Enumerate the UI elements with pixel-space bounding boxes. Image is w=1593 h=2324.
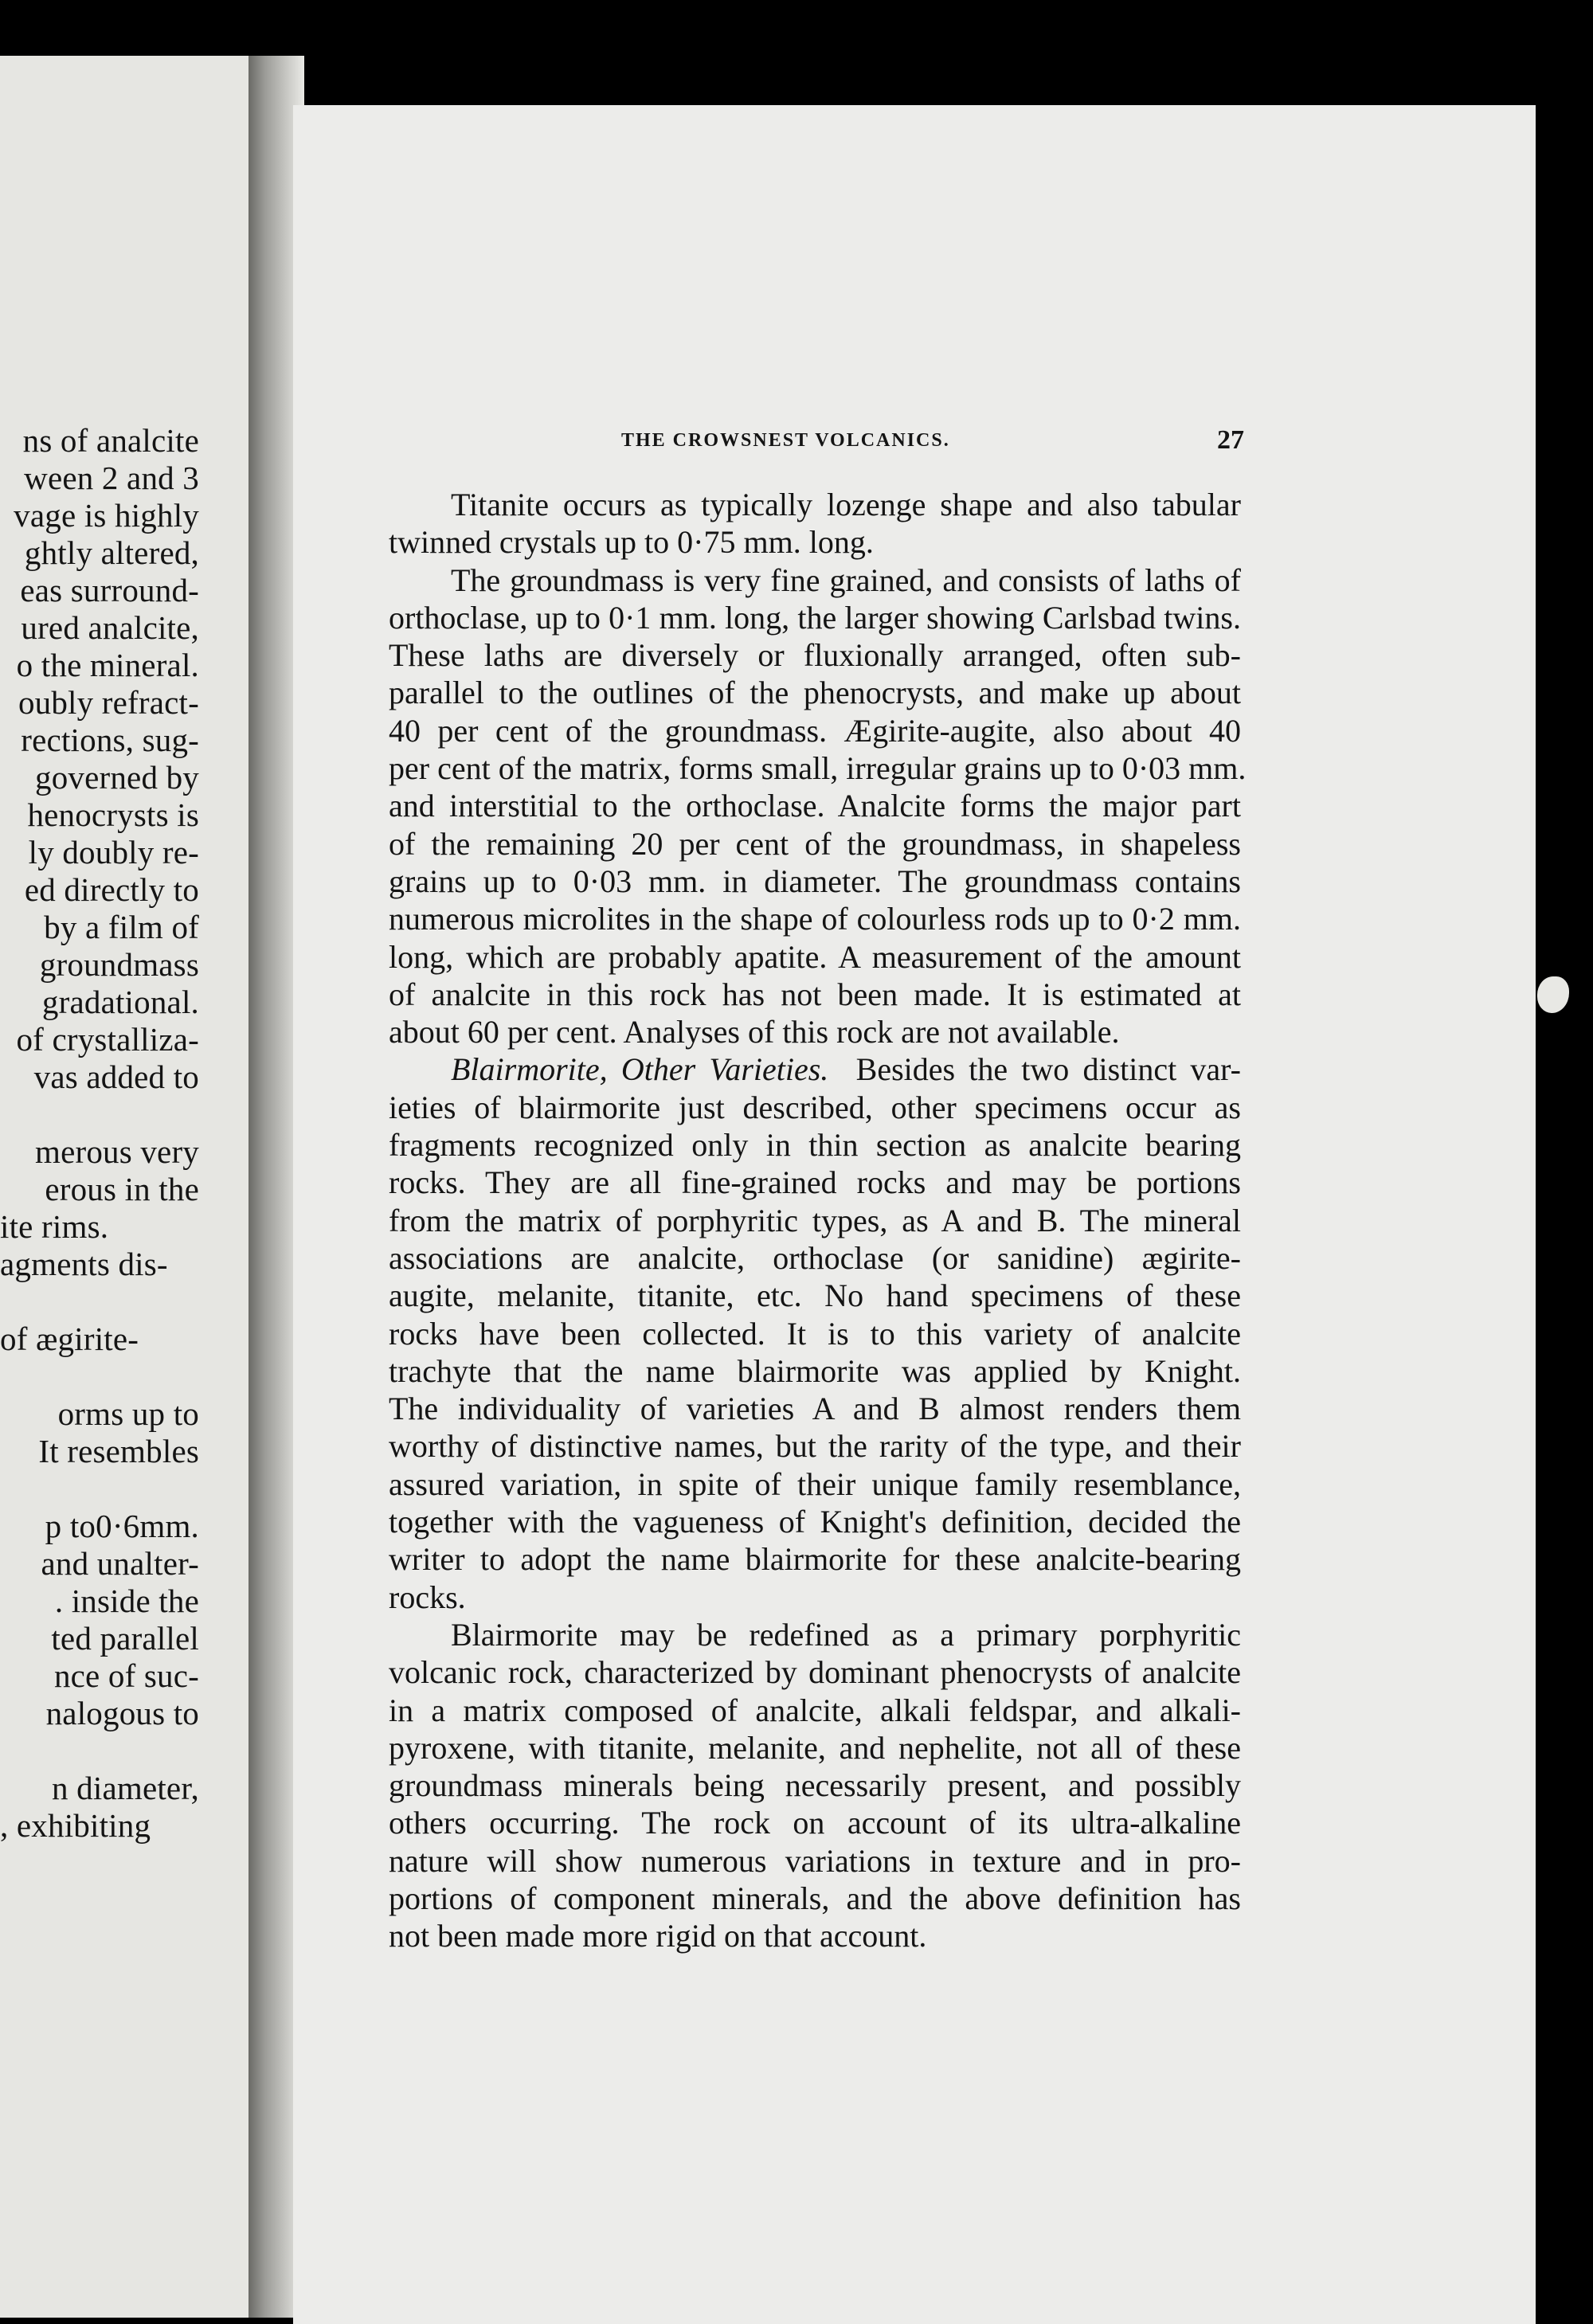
previous-page-line: and unalter- xyxy=(41,1545,199,1582)
paragraph-titanite xyxy=(327,486,1241,561)
text-line: ieties of blairmorite just described, other specimens occur as xyxy=(389,1089,1241,1125)
text-line: and interstitial to the orthoclase. Analcite forms the major part xyxy=(389,788,1241,824)
previous-page-line: vage is highly xyxy=(14,497,199,534)
paragraph-definition xyxy=(327,1616,1241,1955)
previous-page-line: n diameter, xyxy=(52,1770,199,1806)
running-head: THE CROWSNEST VOLCANICS. xyxy=(621,430,950,451)
text-line: These laths are diversely or fluxionally arranged, often sub- xyxy=(389,637,1241,674)
previous-page-line: ed directly to xyxy=(24,871,199,908)
text-line: portions of component minerals, and the above definition has xyxy=(389,1880,1241,1916)
previous-page-line: It resembles xyxy=(38,1433,199,1469)
text-line: twinned crystals up to 0·75 mm. long. xyxy=(389,524,874,561)
text-line: from the matrix of porphyritic types, as A and B. The mineral xyxy=(389,1202,1241,1238)
text-line: rocks. They are all fine-grained rocks and may be portions xyxy=(389,1164,1241,1201)
text-run: Besides the two distinct var- xyxy=(855,1051,1242,1088)
previous-page-line: orms up to xyxy=(57,1395,199,1432)
text-line xyxy=(327,1050,1241,1088)
previous-page-line: by a film of xyxy=(44,909,199,945)
text-line: of analcite in this rock has not been made. It is estimated at xyxy=(389,976,1241,1012)
previous-page-line: ween 2 and 3 xyxy=(24,460,199,496)
previous-page-line: erous in the xyxy=(45,1171,199,1207)
text-line: nature will show numerous variations in texture and in pro- xyxy=(389,1842,1241,1879)
previous-page-line: p to0·6mm. xyxy=(45,1508,199,1544)
text-line: orthoclase, up to 0·1 mm. long, the larger showing Carlsbad twins. xyxy=(389,599,1241,636)
text-line: The individuality of varieties A and B almost renders them xyxy=(389,1391,1241,1427)
previous-page-fragment xyxy=(0,56,249,2318)
text-line: Blairmorite may be redefined as a primary porphyritic xyxy=(451,1616,1241,1653)
previous-page-line: ns of analcite xyxy=(22,422,199,459)
text-line: about 60 per cent. Analyses of this rock are not available. xyxy=(389,1014,1120,1050)
paper-blemish xyxy=(1537,976,1569,1013)
previous-page-line: henocrysts is xyxy=(27,796,199,833)
previous-page-line: groundmass xyxy=(39,946,199,983)
previous-page-line: o the mineral. xyxy=(16,647,199,683)
text-line: numerous microlites in the shape of colourless rods up to 0·2 mm. xyxy=(389,901,1241,937)
text-line: groundmass minerals being necessarily present, and possibly xyxy=(389,1767,1241,1804)
previous-page-line: rections, sug- xyxy=(21,722,199,758)
text-line: fragments recognized only in thin section as analcite bearing xyxy=(389,1127,1241,1164)
page-number: 27 xyxy=(1217,425,1244,455)
text-line: parallel to the outlines of the phenocrysts, and make up about xyxy=(389,675,1241,711)
text-line: The groundmass is very fine grained, and consists of laths of xyxy=(451,561,1241,598)
text-line: per cent of the matrix, forms small, irregular grains up to 0·03 mm. xyxy=(389,750,1247,787)
previous-page-line: merous very xyxy=(35,1133,199,1170)
text-line: augite, melanite, titanite, etc. No hand specimens of these xyxy=(389,1277,1241,1314)
previous-page-line: . inside the xyxy=(54,1583,199,1619)
text-line: worthy of distinctive names, but the rarity of the type, and their xyxy=(389,1428,1241,1465)
text-line: associations are analcite, orthoclase (or sanidine) ægirite- xyxy=(389,1239,1241,1276)
text-line: grains up to 0·03 mm. in diameter. The groundmass contains xyxy=(389,863,1241,899)
previous-page-line: eas surround- xyxy=(20,572,199,608)
previous-page-line: ted parallel xyxy=(51,1620,199,1657)
previous-page-line: of crystalliza- xyxy=(16,1021,199,1058)
previous-page-line: nalogous to xyxy=(45,1695,199,1731)
previous-page-line: ite rims. xyxy=(0,1208,109,1245)
paragraph-other-varieties xyxy=(327,1050,1241,1615)
text-line: Titanite occurs as typically lozenge shape and also tabular xyxy=(451,487,1241,522)
previous-page-line: governed by xyxy=(35,759,199,796)
paragraph-groundmass xyxy=(327,561,1247,1051)
text-line: rocks. xyxy=(389,1579,466,1615)
previous-page-line: ured analcite, xyxy=(21,609,199,646)
text-line: of the remaining 20 per cent of the groundmass, in shapeless xyxy=(389,825,1241,862)
previous-page-line: oubly refract- xyxy=(18,684,199,721)
text-line: assured variation, in spite of their unique family resemblance, xyxy=(389,1465,1241,1502)
previous-page-line: agments dis- xyxy=(0,1246,168,1282)
text-line: others occurring. The rock on account of its ultra-alkaline xyxy=(389,1805,1241,1841)
text-line: rocks have been collected. It is to this variety of analcite xyxy=(389,1315,1241,1352)
text-line: writer to adopt the name blairmorite for these analcite-bearing xyxy=(389,1541,1241,1578)
text-line: together with the vagueness of Knight's definition, decided the xyxy=(389,1504,1241,1540)
text-line: long, which are probably apatite. A measurement of the amount xyxy=(389,938,1241,975)
previous-page-line: gradational. xyxy=(41,984,199,1020)
body-text xyxy=(327,486,1247,1955)
text-line: trachyte that the name blairmorite was applied by Knight. xyxy=(389,1352,1241,1389)
previous-page-line: , exhibiting xyxy=(0,1807,151,1844)
text-line: not been made more rigid on that account. xyxy=(389,1918,927,1954)
previous-page-line: of ægirite- xyxy=(0,1320,139,1357)
previous-page-line: vas added to xyxy=(33,1058,199,1095)
text-line: 40 per cent of the groundmass. Ægirite-augite, also about 40 xyxy=(389,712,1241,749)
previous-page-line: nce of suc- xyxy=(53,1657,199,1694)
text-line: volcanic rock, characterized by dominant phenocrysts of analcite xyxy=(389,1654,1241,1691)
previous-page-line: ghtly altered, xyxy=(24,534,199,571)
text-line: pyroxene, with titanite, melanite, and nephelite, not all of these xyxy=(389,1729,1241,1766)
previous-page-line: ly doubly re- xyxy=(28,834,199,871)
text-line: in a matrix composed of analcite, alkali feldspar, and alkali- xyxy=(389,1692,1241,1728)
section-heading: Blairmorite, Other Varieties. xyxy=(451,1051,829,1088)
